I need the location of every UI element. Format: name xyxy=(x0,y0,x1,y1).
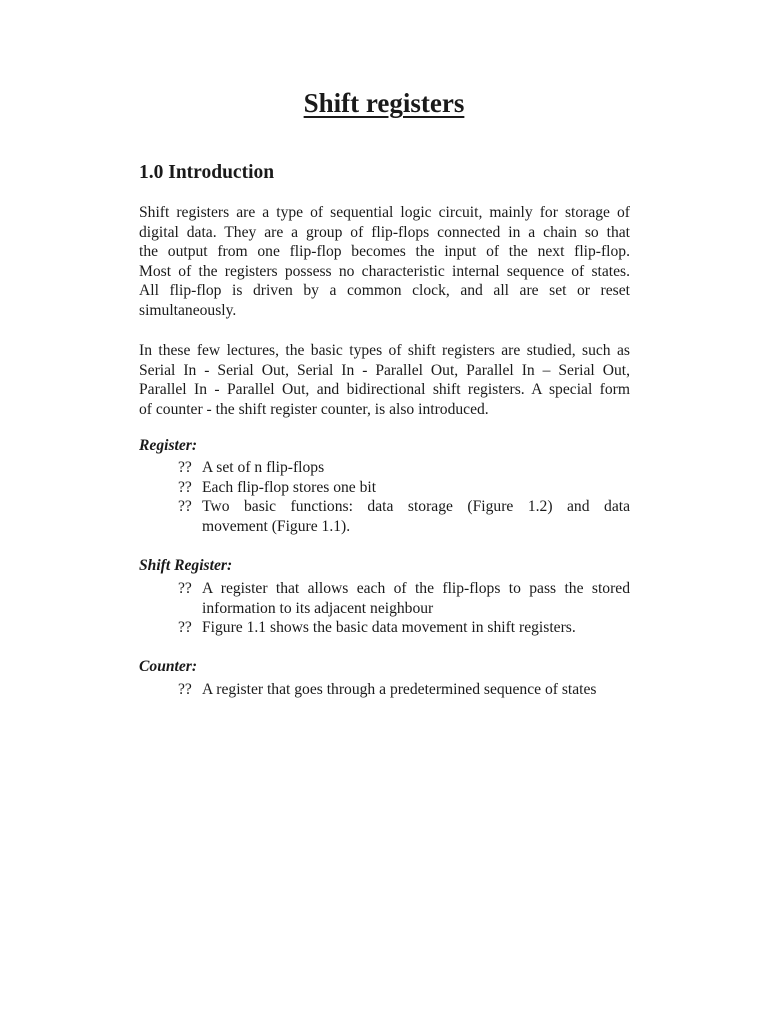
bullet-marker: ?? xyxy=(178,580,192,597)
register-heading: Register: xyxy=(139,437,198,454)
paragraph-line: of counter - the shift register counter, is also introduced. xyxy=(139,400,489,418)
bullet-text: information to its adjacent neighbour xyxy=(202,599,434,617)
bullet-marker: ?? xyxy=(178,478,192,496)
counter-heading: Counter: xyxy=(139,658,198,675)
bullet-text: A set of n flip-flops xyxy=(202,459,325,476)
counter-bullet-list xyxy=(178,680,630,700)
bullet-text: A register that allows each of the flip-flops to pass the stored xyxy=(202,580,630,597)
register-bullet-list xyxy=(178,458,630,536)
shift-register-bullet-list xyxy=(178,579,630,638)
paragraph-line: simultaneously. xyxy=(139,301,237,319)
bullet-item xyxy=(178,497,630,536)
paragraph-line: All flip-flop is driven by a common clock, and all are set or reset xyxy=(139,282,630,300)
bullet-item xyxy=(178,458,630,478)
bullet-item xyxy=(178,478,630,498)
bullet-text: Each flip-flop stores one bit xyxy=(202,478,377,496)
intro-paragraph xyxy=(139,203,630,321)
bullet-item xyxy=(178,618,630,638)
types-paragraph xyxy=(139,341,630,419)
page-title: Shift registers xyxy=(303,88,465,118)
bullet-marker: ?? xyxy=(178,459,192,476)
bullet-marker: ?? xyxy=(178,681,192,698)
bullet-item xyxy=(178,579,630,618)
section-heading: 1.0 Introduction xyxy=(139,162,275,183)
paragraph-line: In these few lectures, the basic types of shift registers are studied, such as xyxy=(139,342,630,359)
shift-register-heading: Shift Register: xyxy=(139,557,233,574)
paragraph-line: Parallel In - Parallel Out, and bidirectional shift registers. A special form xyxy=(139,381,630,399)
paragraph-line: Shift registers are a type of sequential logic circuit, mainly for storage of xyxy=(139,204,630,221)
paragraph-line: Most of the registers possess no characteristic internal sequence of states. xyxy=(139,262,630,280)
bullet-marker: ?? xyxy=(178,498,192,516)
paragraph-line: Serial In - Serial Out, Serial In - Parallel Out, Parallel In – Serial Out, xyxy=(139,361,630,379)
paragraph-line: the output from one flip-flop becomes the input of the next flip-flop. xyxy=(139,243,630,261)
bullet-marker: ?? xyxy=(178,619,192,637)
bullet-text: movement (Figure 1.1). xyxy=(202,517,351,535)
bullet-item xyxy=(178,680,630,700)
bullet-text: Two basic functions: data storage (Figure 1.2) and data xyxy=(202,498,630,516)
bullet-text: A register that goes through a predetermined sequence of states xyxy=(202,681,597,698)
paragraph-line: digital data. They are a group of flip-flops connected in a chain so that xyxy=(139,223,630,241)
bullet-text: Figure 1.1 shows the basic data movement in shift registers. xyxy=(202,619,576,637)
